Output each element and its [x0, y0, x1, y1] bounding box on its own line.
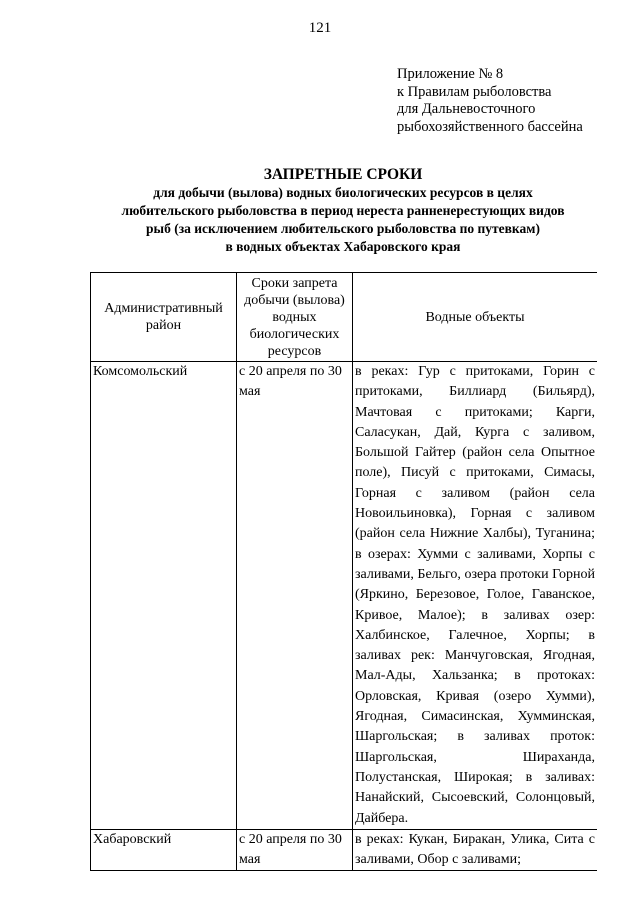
- title-line-4: в водных объектах Хабаровского края: [225, 239, 461, 254]
- title-line-3: рыб (за исключением любительского рыболовства по путевкам): [146, 221, 540, 236]
- cell-dates: с 20 апреля по 30 мая: [237, 362, 353, 830]
- appendix-line-1: Приложение № 8: [397, 66, 504, 82]
- table-header-row: [91, 273, 598, 362]
- appendix-line-3: для Дальневосточного: [397, 101, 536, 117]
- title-main: ЗАПРЕТНЫЕ СРОКИ: [263, 166, 423, 183]
- page-number: 121: [308, 20, 332, 36]
- cell-objects: в реках: Кукан, Биракан, Улика, Сита с заливами, Обор с заливами;: [353, 829, 598, 871]
- header-objects: Водные объекты: [353, 273, 598, 362]
- cell-objects: в реках: Гур с притоками, Горин с притоками, Биллиард (Бильярд), Мачтовая с притоками; Карги, Саласукан, Дай, Курга с заливом, Большой Гайтер (район села Опытное поле), Писуй с притоками, Симасы, Горная с заливом (район села Новоильиновка), Горная с заливом (район села Нижние Халбы), Туганина; в озерах: Хумми с заливами, Хорпы с заливами, Бельго, озера протоки Горной (Яркино, Березовое, Голое, Гаванское, Кривое, Малое); в заливах озер: Халбинское, Галечное, Хорпы; в заливах рек: Манчуговская, Ягодная, Мал-Ады, Хальзанка; в протоках: Орловская, Кривая (озеро Хумми), Ягодная, Симасинская, Хумминская, Шаргольская; в заливах проток: Шаргольская, Шираханда, Полустанская, Широкая; в заливах: Нанайский, Сысоевский, Солонцовый, Дайбера.: [353, 362, 598, 830]
- cell-district: Хабаровский: [91, 829, 237, 871]
- table-row: [91, 362, 598, 830]
- document-title: [60, 165, 626, 256]
- header-district: Административный район: [91, 273, 237, 362]
- restrictions-table-wrap: [90, 272, 597, 905]
- title-line-1: для добычи (вылова) водных биологических ресурсов в целях: [153, 185, 533, 200]
- cell-district: Комсомольский: [91, 362, 237, 830]
- header-dates: Сроки запрета добычи (вылова) водных биологических ресурсов: [237, 273, 353, 362]
- appendix-line-2: к Правилам рыболовства: [397, 83, 552, 100]
- appendix-note: [397, 66, 583, 136]
- appendix-line-4: рыбохозяйственного бассейна: [397, 118, 583, 135]
- table-row: [91, 829, 598, 871]
- title-line-2: любительского рыболовства в период нереста ранненерестующих видов: [121, 203, 565, 218]
- restrictions-table: [90, 272, 597, 871]
- cell-dates: с 20 апреля по 30 мая: [237, 829, 353, 871]
